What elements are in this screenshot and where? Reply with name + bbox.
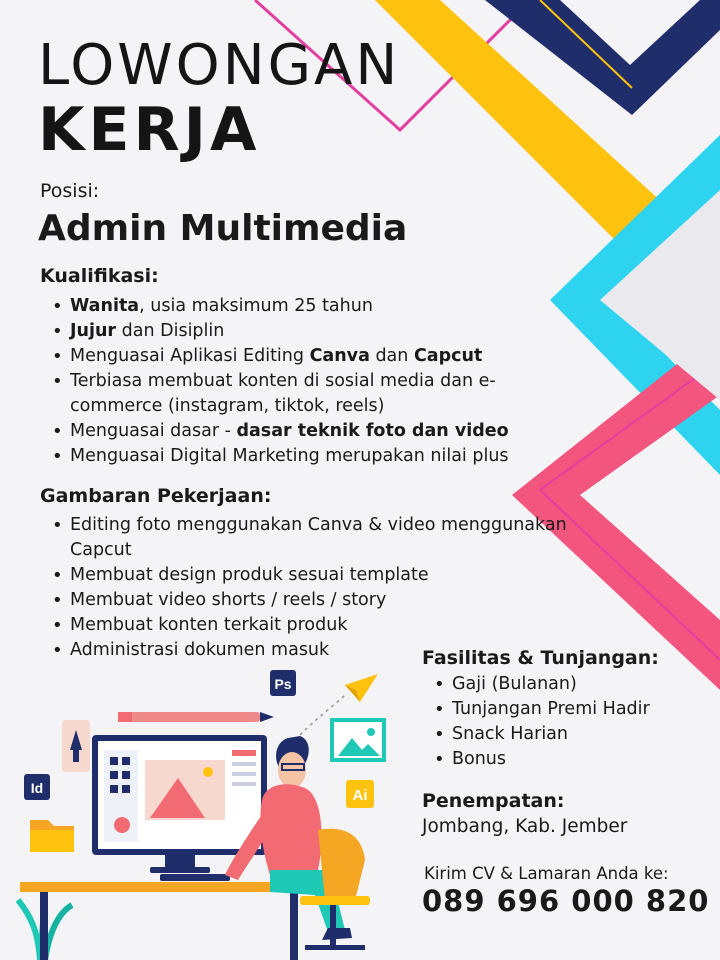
- qualification-item: • Terbiasa membuat konten di sosial media dan e-commerce (instagram, tiktok, reels): [40, 369, 550, 419]
- image-frame-icon: [332, 720, 384, 760]
- position-title: Admin Multimedia: [38, 208, 408, 249]
- facility-item: • Gaji (Bulanan): [422, 672, 712, 697]
- contact-label: Kirim CV & Lamaran Anda ke:: [424, 864, 669, 883]
- facility-item: • Bonus: [422, 747, 712, 772]
- illustrator-badge-icon: [346, 780, 374, 808]
- qualifications-title: Kualifikasi:: [40, 265, 159, 287]
- pencil-icon: [118, 712, 274, 722]
- facilities-title: Fasilitas & Tunjangan:: [422, 647, 659, 669]
- qualification-item: • Menguasai Digital Marketing merupakan nilai plus: [40, 444, 550, 469]
- qualifications-list: [40, 294, 550, 469]
- title-line-2: KERJA: [38, 95, 261, 165]
- placement-value: Jombang, Kab. Jember: [422, 816, 628, 837]
- svg-text:Ps: Ps: [274, 676, 292, 692]
- svg-text:Id: Id: [30, 780, 44, 796]
- contact-phone: 089 696 000 820: [422, 884, 710, 918]
- qualification-item: • Menguasai dasar - dasar teknik foto dan video: [40, 419, 550, 444]
- svg-text:Ai: Ai: [352, 787, 368, 804]
- facilities-list: [422, 672, 712, 772]
- qualification-item: • Wanita, usia maksimum 25 tahun: [40, 294, 550, 319]
- job-item: • Membuat konten terkait produk: [40, 613, 570, 638]
- photoshop-badge-icon: [270, 670, 296, 696]
- facility-item: • Snack Harian: [422, 722, 712, 747]
- indesign-badge-icon: [24, 774, 50, 800]
- job-description-list: [40, 513, 570, 663]
- title-line-1: LOWONGAN: [38, 33, 401, 98]
- position-label: Posisi:: [40, 180, 100, 202]
- placement-title: Penempatan:: [422, 790, 565, 812]
- designer-illustration: [0, 660, 420, 960]
- job-item: • Membuat video shorts / reels / story: [40, 588, 570, 613]
- job-item: • Administrasi dokumen masuk: [40, 638, 570, 663]
- qualification-item: • Jujur dan Disiplin: [40, 319, 550, 344]
- job-item: • Membuat design produk sesuai template: [40, 563, 570, 588]
- folder-icon: [30, 820, 74, 852]
- pen-tool-icon: [62, 720, 90, 772]
- qualification-item: • Menguasai Aplikasi Editing Canva dan Capcut: [40, 344, 550, 369]
- job-description-title: Gambaran Pekerjaan:: [40, 485, 272, 507]
- facility-item: • Tunjangan Premi Hadir: [422, 697, 712, 722]
- paper-plane-icon: [345, 674, 378, 702]
- job-item: • Editing foto menggunakan Canva & video menggunakan Capcut: [40, 513, 570, 563]
